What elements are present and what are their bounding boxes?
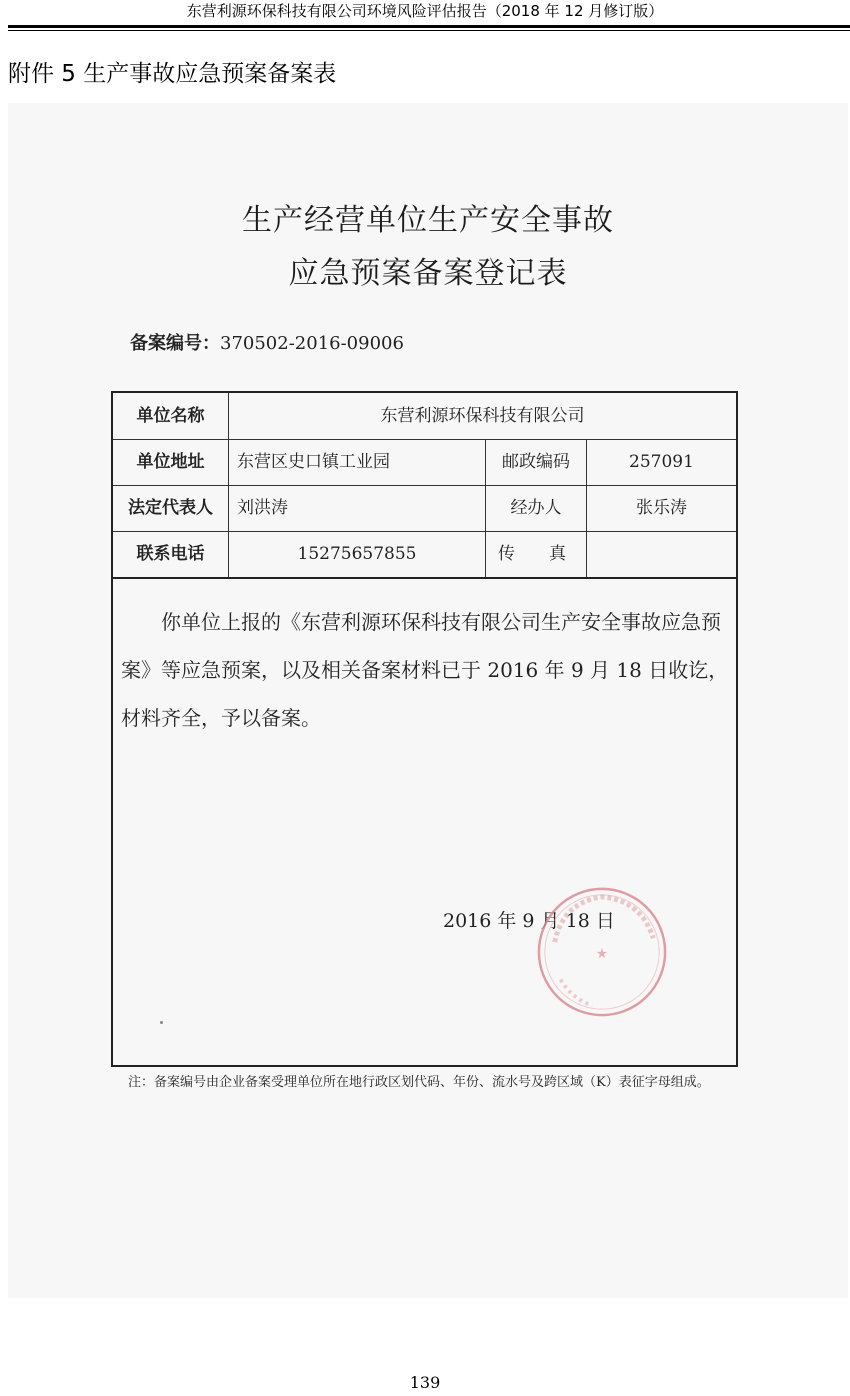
form-title-line2: 应急预案备案登记表 — [288, 256, 568, 291]
postal-code-value: 257091 — [629, 452, 694, 472]
table-row-address — [113, 439, 736, 486]
table-row-contact — [113, 531, 736, 579]
scanned-form — [8, 103, 848, 1298]
handler-label: 经办人 — [486, 485, 587, 531]
header-rule — [8, 25, 850, 28]
fax-value — [587, 531, 736, 577]
unit-name-label: 单位名称 — [113, 393, 229, 439]
unit-address-label: 单位地址 — [113, 439, 229, 485]
page-number: 139 — [409, 1373, 441, 1392]
unit-name-value: 东营利源环保科技有限公司 — [380, 406, 585, 426]
table-row-representative — [113, 485, 736, 532]
filing-number-value: 370502-2016-09006 — [220, 333, 404, 354]
filing-statement: 你单位上报的《东营利源环保科技有限公司生产安全事故应急预案》等应急预案，以及相关备案材料已于 2016 年 9 月 18 日收讫，材料齐全，予以备案。 — [121, 610, 729, 730]
scan-speck — [160, 1021, 163, 1024]
postal-code-label: 邮政编码 — [486, 439, 587, 485]
svg-text:★: ★ — [595, 945, 609, 962]
running-header: 东营利源环保科技有限公司环境风险评估报告（2018 年 12 月修订版） — [186, 2, 664, 20]
signature-date: 2016 年 9 月 18 日 — [443, 910, 615, 932]
legal-rep-label: 法定代表人 — [113, 485, 229, 531]
legal-rep-value: 刘洪涛 — [229, 485, 486, 531]
unit-address-value: 东营区史口镇工业园 — [229, 439, 486, 485]
phone-value: 15275657855 — [229, 531, 486, 577]
handler-value: 张乐涛 — [636, 498, 687, 518]
table-row-unit-name — [113, 393, 736, 440]
form-title-line1: 生产经营单位生产安全事故 — [242, 203, 614, 238]
filing-number — [130, 329, 404, 355]
official-seal-stamp — [533, 883, 671, 1021]
phone-label: 联系电话 — [113, 531, 229, 577]
header-rule-thin — [8, 30, 850, 31]
footnote: 注：备案编号由企业备案受理单位所在地行政区划代码、年份、流水号及跨区域（K）表征字母组成。 — [128, 1075, 710, 1090]
appendix-title: 附件 5 生产事故应急预案备案表 — [8, 61, 337, 87]
fax-label: 传 真 — [486, 531, 587, 577]
filing-number-label: 备案编号： — [130, 333, 220, 354]
